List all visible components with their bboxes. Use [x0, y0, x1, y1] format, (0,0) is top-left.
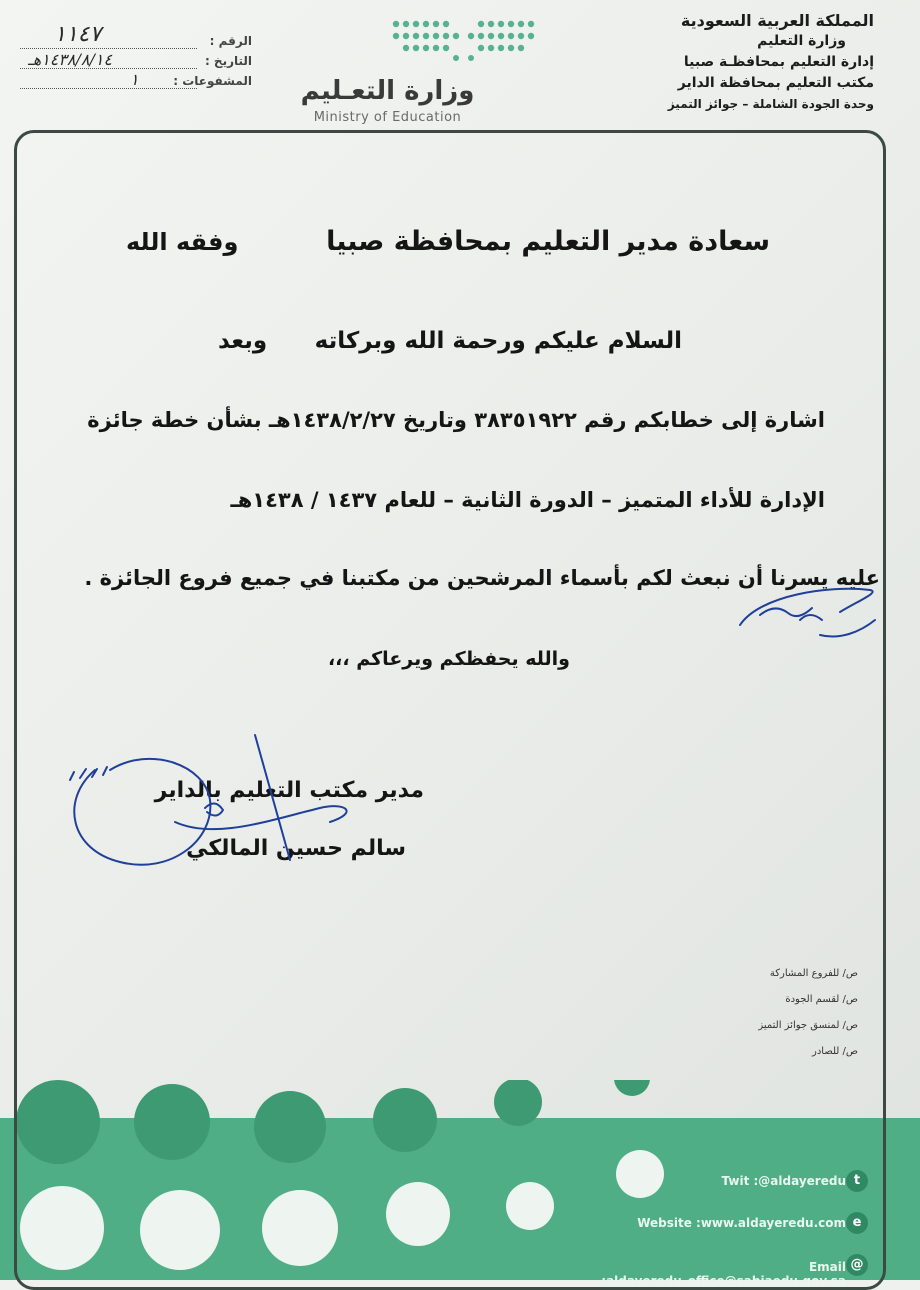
footer-website[interactable]: Website :www.aldayeredu.com: [637, 1216, 846, 1230]
office-name: مكتب التعليم بمحافظة الداير: [677, 75, 874, 91]
honorific: وفقه الله: [126, 228, 239, 256]
initials-scribble-icon: [740, 589, 875, 637]
paragraph-line-3: عليه يسرنا أن نبعث لكم بأسماء المرشحين من مكتبنا في جميع فروع الجائزة .: [84, 566, 880, 590]
date-label: التاريخ :: [204, 54, 252, 68]
signatory-name: سالم حسين المالكي: [186, 836, 406, 861]
number-label: الرقم :: [209, 34, 252, 48]
signature-scribble-icon: [70, 735, 347, 865]
paragraph-line-1: اشارة إلى خطابكم رقم ٣٨٣٥١٩٢٢ وتاريخ ١٤٣٨/٢/٢٧هـ بشأن خطة جائزة: [87, 408, 825, 432]
footer-twitter[interactable]: Twit :@aldayeredu: [721, 1174, 846, 1188]
administration-name: إدارة التعليم بمحافظـة صبيا: [683, 54, 874, 70]
attachments-label: المشفوعات :: [173, 74, 252, 88]
kingdom-name: المملكة العربية السعودية: [680, 11, 874, 30]
twitter-icon: t: [846, 1170, 868, 1192]
addressee: سعادة مدير التعليم بمحافظة صبيا: [326, 226, 770, 257]
email-icon: @: [846, 1254, 868, 1276]
cc-item: ص/ لقسم الجودة: [785, 994, 858, 1005]
logo-arabic-text: وزارة التعـليم: [300, 76, 475, 106]
web-icon: e: [846, 1212, 868, 1234]
logo-english-text: Ministry of Education: [313, 110, 462, 125]
attachments-value: ١: [130, 70, 139, 89]
cc-item: ص/ لمنسق جوائز التميز: [758, 1020, 858, 1031]
closing-line: والله يحفظكم ويرعاكم ،،،: [327, 648, 570, 670]
greeting: السلام عليكم ورحمة الله وبركاته: [314, 328, 682, 354]
cc-item: ص/ للصادر: [812, 1046, 858, 1057]
wabad: وبعد: [218, 328, 268, 354]
cc-item: ص/ للفروع المشاركة: [769, 968, 858, 979]
date-value: ١٤٣٨/٨/١٤هـ: [28, 50, 113, 69]
number-value: ١١٤٧: [54, 22, 102, 47]
paragraph-line-2: الإدارة للأداء المتميز – الدورة الثانية – للعام ١٤٣٧ / ١٤٣٨هـ: [230, 488, 825, 512]
signatory-title: مدير مكتب التعليم بالداير: [154, 778, 424, 803]
unit-name: وحدة الجودة الشاملة – جوائز التميز: [667, 97, 874, 111]
footer-email[interactable]: Email :aldayeredu_office@sabiaedu.gov.sa: [601, 1260, 846, 1288]
ministry-name: وزارة التعليم: [757, 33, 846, 49]
